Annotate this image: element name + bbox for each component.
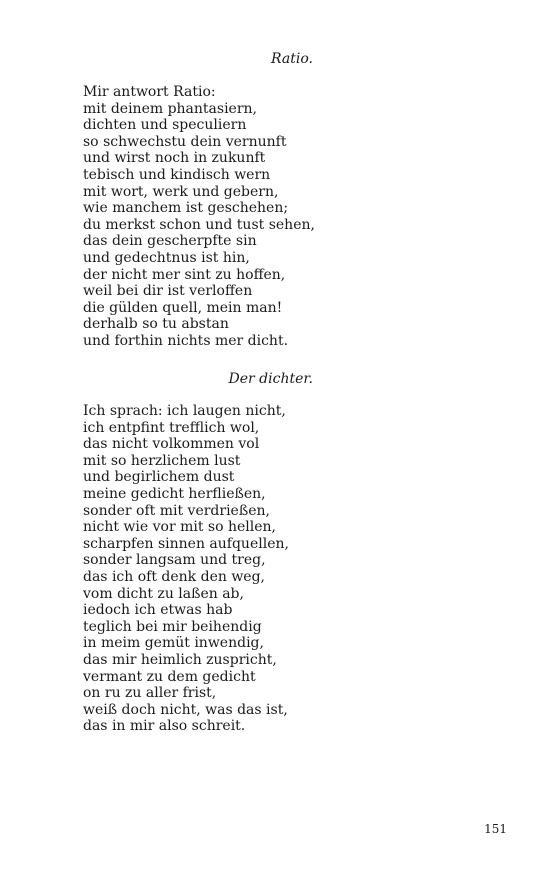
poem-line: das nicht volkommen vol (83, 436, 260, 453)
poem-line: und forthin nichts mer dicht. (83, 332, 289, 349)
poem-line: vom dicht zu laßen ab, (83, 585, 244, 602)
poem-line: die gülden quell, mein man! (83, 299, 283, 316)
poem-line: und begirlichem dust (83, 469, 235, 486)
poem-line: das in mir also schreit. (83, 718, 246, 735)
poem-line: scharpfen sinnen aufquellen, (83, 535, 289, 552)
poem-line: das mir heimlich zuspricht, (83, 651, 277, 668)
poem-line: iedoch ich etwas hab (83, 602, 233, 619)
page-number: 151 (484, 822, 507, 836)
speaker-heading-dichter: Der dichter. (228, 371, 313, 387)
poem-line: weiß doch nicht, was das ist, (83, 701, 288, 718)
poem-line: so schwechstu dein vernunft (83, 133, 287, 150)
poem-line: mit deinem phantasiern, (83, 100, 258, 117)
poem-line: mit so herzlichem lust (83, 452, 241, 469)
poem-line: in meim gemüt inwendig, (83, 635, 264, 652)
poem-stanza-dichter (83, 403, 289, 735)
poem-line: weil bei dir ist verloffen (83, 283, 253, 300)
poem-line: nicht wie vor mit so hellen, (83, 519, 277, 536)
poem-line: du merkst schon und tust sehen, (83, 216, 315, 233)
poem-line: wie manchem ist geschehen; (83, 200, 289, 217)
poem-line: derhalb so tu abstan (83, 316, 229, 333)
poem-line: Mir antwort Ratio: (83, 84, 216, 100)
poem-line: meine gedicht herfließen, (83, 485, 266, 502)
poem-line: sonder oft mit verdrießen, (83, 502, 270, 519)
poem-line: das dein gescherpfte sin (83, 233, 257, 250)
poem-line: tebisch und kindisch wern (83, 166, 271, 183)
poem-stanza-ratio (83, 84, 315, 350)
poem-line: Ich sprach: ich laugen nicht, (83, 403, 286, 419)
poem-line: dichten und speculiern (83, 117, 247, 134)
poem-line: teglich bei mir beihendig (83, 618, 262, 635)
poem-line: das ich oft denk den weg, (83, 568, 266, 585)
poem-line: on ru zu aller frist, (83, 685, 217, 702)
poem-line: ich entpfint trefflich wol, (83, 419, 260, 436)
speaker-heading-ratio: Ratio. (271, 51, 313, 67)
poem-line: und gedechtnus ist hin, (83, 249, 250, 266)
poem-line: der nicht mer sint zu hoffen, (83, 266, 286, 283)
poem-line: mit wort, werk und gebern, (83, 183, 279, 200)
poem-line: und wirst noch in zukunft (83, 150, 266, 167)
poem-line: vermant zu dem gedicht (83, 668, 256, 685)
poem-line: sonder langsam und treg, (83, 552, 266, 569)
